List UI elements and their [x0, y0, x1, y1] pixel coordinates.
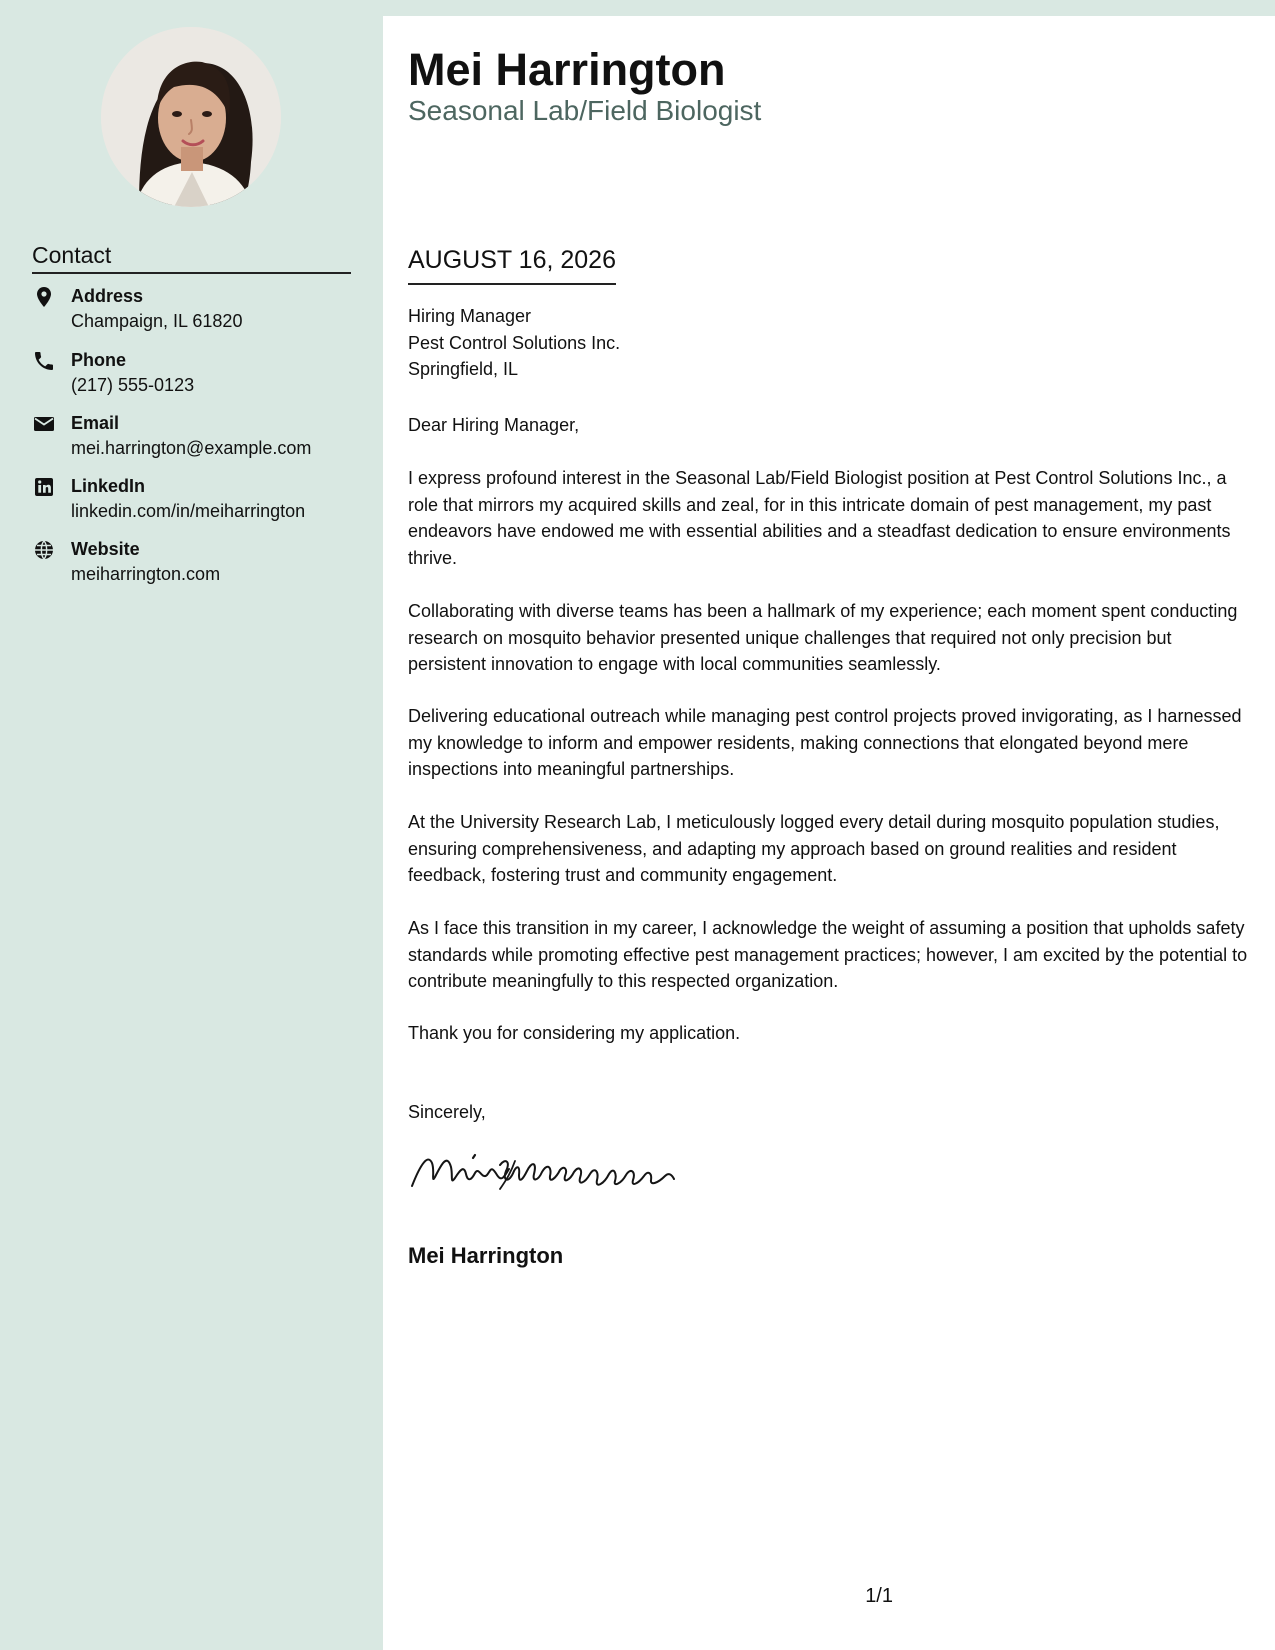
sidebar — [0, 0, 383, 1650]
email-value[interactable]: mei.harrington@example.com — [71, 438, 312, 458]
address-value: Champaign, IL 61820 — [71, 311, 243, 331]
contact-label: Phone — [71, 350, 127, 370]
applicant-name: Mei Harrington — [408, 44, 726, 95]
recipient-block — [408, 303, 620, 383]
globe-icon — [32, 538, 56, 562]
job-title: Seasonal Lab/Field Biologist — [408, 95, 762, 126]
avatar — [101, 27, 281, 207]
linkedin-icon — [32, 475, 56, 499]
paragraph: I express profound interest in the Seasonal Lab/Field Biologist position at Pest Control Solutions Inc., a role that mirrors my acquired skills and zeal, for in this intricate domain of pest management, my past endeavors have endowed me with essential abilities and a steadfast dedication to ensure environments thrive. — [408, 468, 1231, 568]
contact-label: Address — [71, 286, 144, 306]
paragraph: At the University Research Lab, I meticulously logged every detail during mosquito population studies, ensuring comprehensiveness, and adapting my approach based on ground realities and resident feedback, fostering trust and community engagement. — [408, 812, 1220, 885]
letter-date: AUGUST 16, 2026 — [408, 244, 616, 285]
contact-label: Email — [71, 413, 120, 433]
paragraph: Delivering educational outreach while managing pest control projects proved invigorating, as I harnessed my knowledge to inform and empower residents, making connections that elongated beyond mere inspections into meaningful partnerships. — [408, 706, 1242, 779]
letter-page — [383, 16, 1275, 1650]
paragraph: As I face this transition in my career, I acknowledge the weight of assuming a position that upholds safety standards while promoting effective pest management practices; however, I am excited by the potential to contribute meaningfully to this respected organization. — [408, 918, 1248, 991]
page-number: 1/1 — [865, 1585, 893, 1607]
salutation: Dear Hiring Manager, — [408, 415, 580, 435]
signed-name: Mei Harrington — [408, 1243, 564, 1268]
contact-heading: Contact — [32, 240, 351, 274]
profile-photo — [101, 27, 281, 207]
email-icon — [32, 412, 56, 436]
contact-label: LinkedIn — [71, 476, 146, 496]
website-value[interactable]: meiharrington.com — [71, 564, 221, 584]
recipient-line: Hiring Manager — [408, 306, 532, 326]
recipient-line: Springfield, IL — [408, 359, 519, 379]
signature — [408, 1141, 678, 1211]
location-pin-icon — [32, 285, 56, 309]
phone-value: (217) 555-0123 — [71, 375, 195, 395]
recipient-line: Pest Control Solutions Inc. — [408, 332, 621, 353]
phone-icon — [32, 349, 56, 373]
contact-label: Website — [71, 539, 140, 559]
closing: Sincerely, — [408, 1102, 486, 1122]
paragraph: Collaborating with diverse teams has been a hallmark of my experience; each moment spent conducting research on mosquito behavior presented unique challenges that required not only precision but persistent innovation to engage with local communities seamlessly. — [408, 601, 1238, 674]
linkedin-value[interactable]: linkedin.com/in/meiharrington — [71, 501, 306, 521]
paragraph: Thank you for considering my application. — [408, 1023, 741, 1043]
